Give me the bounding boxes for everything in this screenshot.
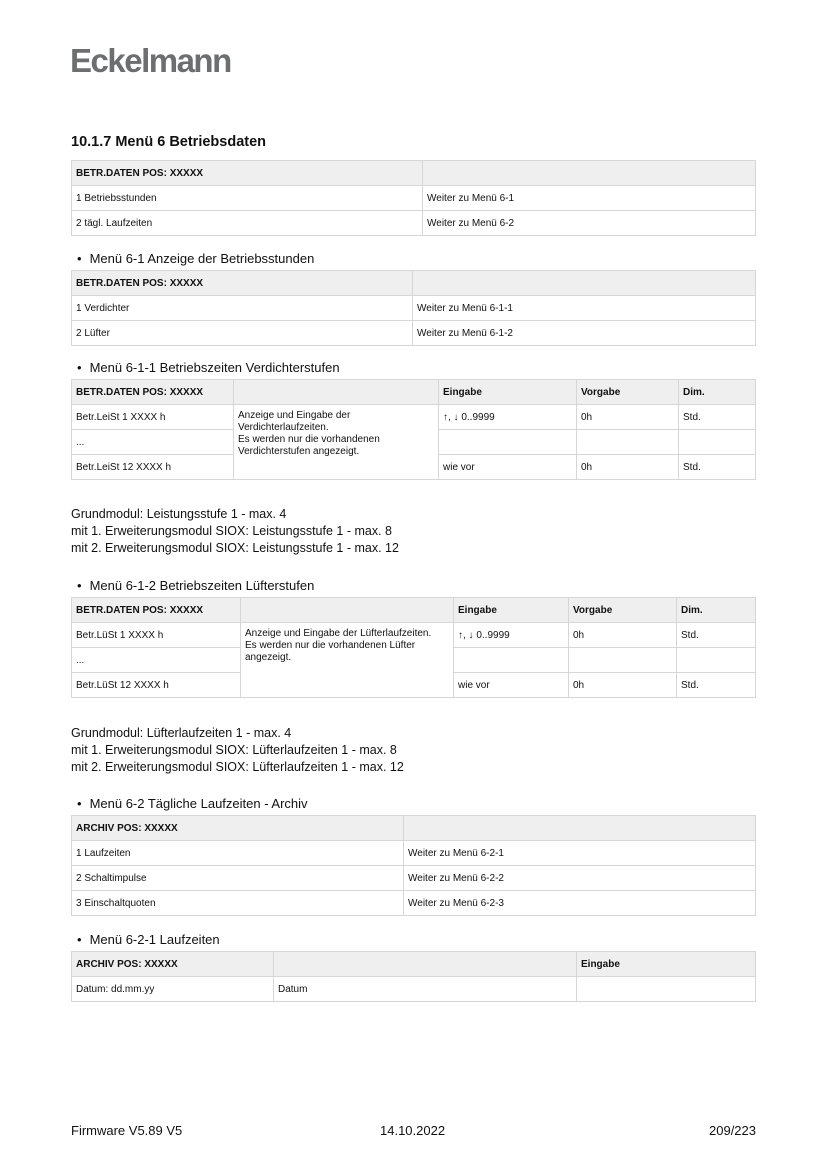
menu-6-1-table: [71, 270, 756, 346]
table-cell: Std.: [677, 673, 756, 698]
table-cell: Vorgabe: [577, 380, 679, 405]
table-cell: 0h: [577, 455, 679, 480]
note-line: mit 2. Erweiterungsmodul SIOX: Leistungsstufe 1 - max. 12: [71, 541, 399, 555]
table-cell: Betr.LüSt 12 XXXX h: [72, 673, 241, 698]
table-cell: Betr.LüSt 1 XXXX h: [72, 623, 241, 648]
table-row: [72, 891, 756, 916]
table-header-row: [72, 598, 756, 623]
table-row: [72, 321, 756, 346]
table-cell: wie vor: [454, 673, 569, 698]
table-cell: Vorgabe: [569, 598, 677, 623]
table-cell: BETR.DATEN POS: XXXXX: [72, 161, 423, 186]
table-cell: Weiter zu Menü 6-1-2: [413, 321, 756, 346]
table-cell: 0h: [577, 405, 679, 430]
table-header-row: [72, 952, 756, 977]
table-cell: ...: [72, 430, 234, 455]
table-cell: 2 Lüfter: [72, 321, 413, 346]
table-row: [72, 186, 756, 211]
table-cell: Betr.LeiSt 12 XXXX h: [72, 455, 234, 480]
menu-6-1-2-table: [71, 597, 756, 698]
table-cell: BETR.DATEN POS: XXXXX: [72, 271, 413, 296]
table-header-row: [72, 816, 756, 841]
table-row: [72, 841, 756, 866]
table-cell: ARCHIV POS: XXXXX: [72, 952, 274, 977]
note-block-2: [71, 725, 404, 776]
table-cell: [577, 977, 756, 1002]
table-cell: Weiter zu Menü 6-1: [423, 186, 756, 211]
table-cell: Std.: [679, 455, 756, 480]
table-cell: 0h: [569, 623, 677, 648]
table-cell: [234, 380, 439, 405]
note-line: mit 2. Erweiterungsmodul SIOX: Lüfterlaufzeiten 1 - max. 12: [71, 760, 404, 774]
eckelmann-logo: Eckelmann: [70, 42, 231, 79]
table-cell: 1 Laufzeiten: [72, 841, 404, 866]
table-cell: wie vor: [439, 455, 577, 480]
table-row: [72, 866, 756, 891]
note-block-1: [71, 506, 399, 557]
menu-6-2-table: [71, 815, 756, 916]
bullet-menu-6-1-1: • Menü 6-1-1 Betriebszeiten Verdichterstufen: [77, 360, 340, 375]
table-cell: Betr.LeiSt 1 XXXX h: [72, 405, 234, 430]
table-cell: 2 tägl. Laufzeiten: [72, 211, 423, 236]
table-cell: [577, 430, 679, 455]
description-cell: Anzeige und Eingabe der Verdichterlaufzeiten. Es werden nur die vorhandenen Verdichterstufen angezeigt.: [234, 405, 439, 480]
menu-6-table: [71, 160, 756, 236]
note-line: Grundmodul: Leistungsstufe 1 - max. 4: [71, 507, 287, 521]
table-cell: 1 Verdichter: [72, 296, 413, 321]
table-cell: Dim.: [679, 380, 756, 405]
bullet-menu-6-1-2: • Menü 6-1-2 Betriebszeiten Lüfterstufen: [77, 578, 314, 593]
table-cell: Datum: dd.mm.yy: [72, 977, 274, 1002]
table-cell: 3 Einschaltquoten: [72, 891, 404, 916]
table-cell: Dim.: [677, 598, 756, 623]
table-row: [72, 211, 756, 236]
table-cell: [677, 648, 756, 673]
table-cell: ...: [72, 648, 241, 673]
table-cell: [241, 598, 454, 623]
table-cell: Std.: [677, 623, 756, 648]
bullet-menu-6-1: • Menü 6-1 Anzeige der Betriebsstunden: [77, 251, 314, 266]
table-row: [72, 977, 756, 1002]
table-cell: 0h: [569, 673, 677, 698]
table-cell: 1 Betriebsstunden: [72, 186, 423, 211]
menu-6-1-1-table: [71, 379, 756, 480]
note-line: mit 1. Erweiterungsmodul SIOX: Lüfterlaufzeiten 1 - max. 8: [71, 743, 397, 757]
table-cell: BETR.DATEN POS: XXXXX: [72, 598, 241, 623]
section-title: 10.1.7 Menü 6 Betriebsdaten: [71, 134, 267, 150]
description-cell: Anzeige und Eingabe der Lüfterlaufzeiten. Es werden nur die vorhandenen Lüfter angezeigt.: [241, 623, 454, 698]
table-cell: Weiter zu Menü 6-2-1: [404, 841, 756, 866]
note-line: mit 1. Erweiterungsmodul SIOX: Leistungsstufe 1 - max. 8: [71, 524, 392, 538]
table-cell: [454, 648, 569, 673]
table-cell: Eingabe: [439, 380, 577, 405]
table-cell: BETR.DATEN POS: XXXXX: [72, 380, 234, 405]
table-cell: [439, 430, 577, 455]
table-cell: [423, 161, 756, 186]
table-cell: Std.: [679, 405, 756, 430]
table-cell: ARCHIV POS: XXXXX: [72, 816, 404, 841]
table-cell: [413, 271, 756, 296]
table-row: [72, 405, 756, 430]
table-header-row: [72, 380, 756, 405]
table-cell: [569, 648, 677, 673]
table-header-row: [72, 161, 756, 186]
table-cell: Datum: [274, 977, 577, 1002]
table-cell: [274, 952, 577, 977]
table-cell: Weiter zu Menü 6-1-1: [413, 296, 756, 321]
table-header-row: [72, 271, 756, 296]
table-row: [72, 623, 756, 648]
table-cell: Weiter zu Menü 6-2-3: [404, 891, 756, 916]
menu-6-2-1-table: [71, 951, 756, 1002]
bullet-menu-6-2-1: • Menü 6-2-1 Laufzeiten: [77, 932, 220, 947]
table-cell: Eingabe: [454, 598, 569, 623]
table-cell: [679, 430, 756, 455]
table-cell: ↑, ↓ 0..9999: [439, 405, 577, 430]
table-cell: 2 Schaltimpulse: [72, 866, 404, 891]
table-cell: Weiter zu Menü 6-2: [423, 211, 756, 236]
table-cell: ↑, ↓ 0..9999: [454, 623, 569, 648]
table-cell: Weiter zu Menü 6-2-2: [404, 866, 756, 891]
bullet-menu-6-2: • Menü 6-2 Tägliche Laufzeiten - Archiv: [77, 796, 308, 811]
table-cell: Eingabe: [577, 952, 756, 977]
note-line: Grundmodul: Lüfterlaufzeiten 1 - max. 4: [71, 726, 292, 740]
footer-firmware: Firmware V5.89 V5: [71, 1123, 183, 1138]
footer-date: 14.10.2022: [380, 1123, 446, 1138]
footer-page: 209/223: [709, 1123, 756, 1138]
table-row: [72, 296, 756, 321]
table-cell: [404, 816, 756, 841]
